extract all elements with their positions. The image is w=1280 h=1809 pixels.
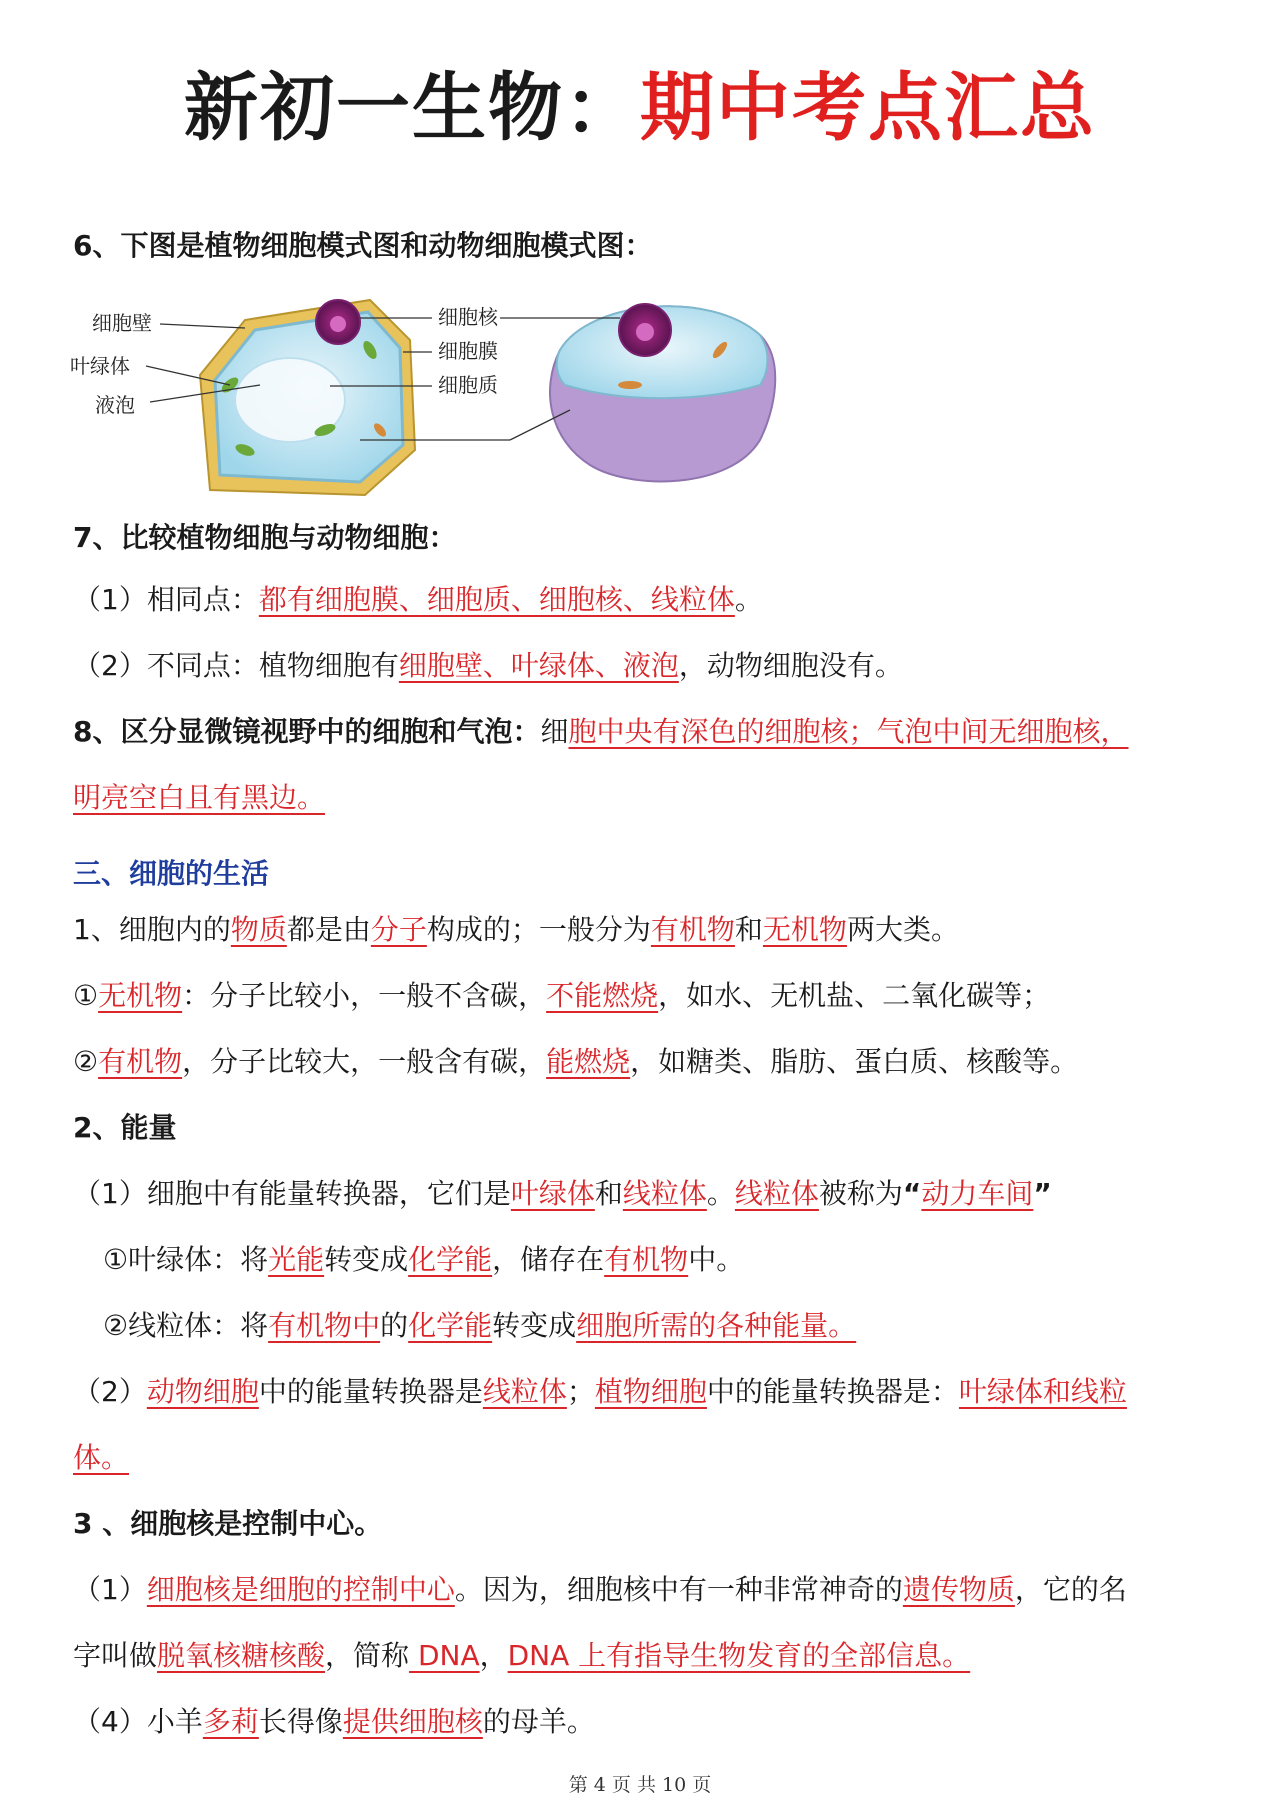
s1-line1: 1、细胞内的物质都是由分子构成的；一般分为有机物和无机物两大类。: [73, 913, 959, 946]
s2-line3: ②线粒体：将有机物中的化学能转变成细胞所需的各种能量。: [103, 1309, 857, 1342]
q7-diff: [73, 646, 1213, 686]
q8-answer1: 胞中央有深色的细胞核；气泡中间无细胞核，: [568, 715, 1129, 748]
q8-plain: 细: [540, 715, 569, 748]
s3-line1: （1）细胞核是细胞的控制中心。因为，细胞核中有一种非常神奇的遗传物质，它的名: [73, 1573, 1127, 1606]
label-membrane: 细胞膜: [438, 339, 498, 363]
s3-line3: （4）小羊多莉长得像提供细胞核的母羊。: [73, 1705, 595, 1738]
q7-same: [73, 580, 1213, 620]
label-cell-wall: 细胞壁: [92, 311, 152, 335]
s3-heading: 3 、细胞核是控制中心。: [73, 1507, 383, 1540]
q7-heading: 7、比较植物细胞与动物细胞：: [73, 521, 457, 554]
q7-same-answer: 都有细胞膜、细胞质、细胞核、线粒体: [258, 583, 735, 616]
s2-heading: 2、能量: [73, 1111, 177, 1144]
q8-line2: [73, 778, 1213, 818]
q8-prefix: 8、区分显微镜视野中的细胞和气泡：: [73, 715, 541, 748]
s2-line1: （1）细胞中有能量转换器，它们是叶绿体和线粒体。线粒体被称为“动力车间”: [73, 1177, 1052, 1210]
page-title: [0, 58, 1280, 158]
s3-line2: 字叫做脱氧核糖核酸，简称 DNA，DNA 上有指导生物发育的全部信息。: [73, 1639, 971, 1672]
q7-same-prefix: （1）相同点：: [73, 583, 259, 616]
title-red: 期中考点汇总: [640, 65, 1096, 151]
s1-line2: ①无机物：分子比较小，一般不含碳，不能燃烧，如水、无机盐、二氧化碳等；: [73, 979, 1051, 1012]
title-black: 新初一生物：: [184, 65, 640, 151]
q8-answer2: 明亮空白且有黑边。: [73, 781, 326, 814]
q7-diff-end: ，动物细胞没有。: [678, 649, 903, 682]
page-footer: 第 4 页 共 10 页: [568, 1774, 712, 1796]
q7-diff-answer: 细胞壁、叶绿体、液泡: [398, 649, 679, 682]
q7-diff-prefix: （2）不同点：植物细胞有: [73, 649, 399, 682]
s2-line4: （2）动物细胞中的能量转换器是线粒体；植物细胞中的能量转换器是：叶绿体和线粒: [73, 1375, 1127, 1408]
plant-cell: [200, 300, 415, 495]
q7-same-end: 。: [734, 583, 763, 616]
cell-diagram: [70, 290, 830, 500]
s2-line2: ①叶绿体：将光能转变成化学能，储存在有机物中。: [103, 1243, 745, 1276]
q6-heading: 6、下图是植物细胞模式图和动物细胞模式图：: [73, 229, 653, 262]
label-chloroplast: 叶绿体: [70, 354, 130, 378]
label-vacuole: 液泡: [95, 393, 135, 417]
animal-cell: [550, 304, 775, 481]
section3-heading: 三、细胞的生活: [73, 857, 270, 890]
s2-line5: 体。: [73, 1441, 130, 1474]
s1-line3: ②有机物，分子比较大，一般含有碳，能燃烧，如糖类、脂肪、蛋白质、核酸等。: [73, 1045, 1079, 1078]
label-cytoplasm: 细胞质: [438, 373, 498, 397]
label-nucleus: 细胞核: [438, 305, 498, 329]
q8-line1: [73, 712, 1213, 752]
